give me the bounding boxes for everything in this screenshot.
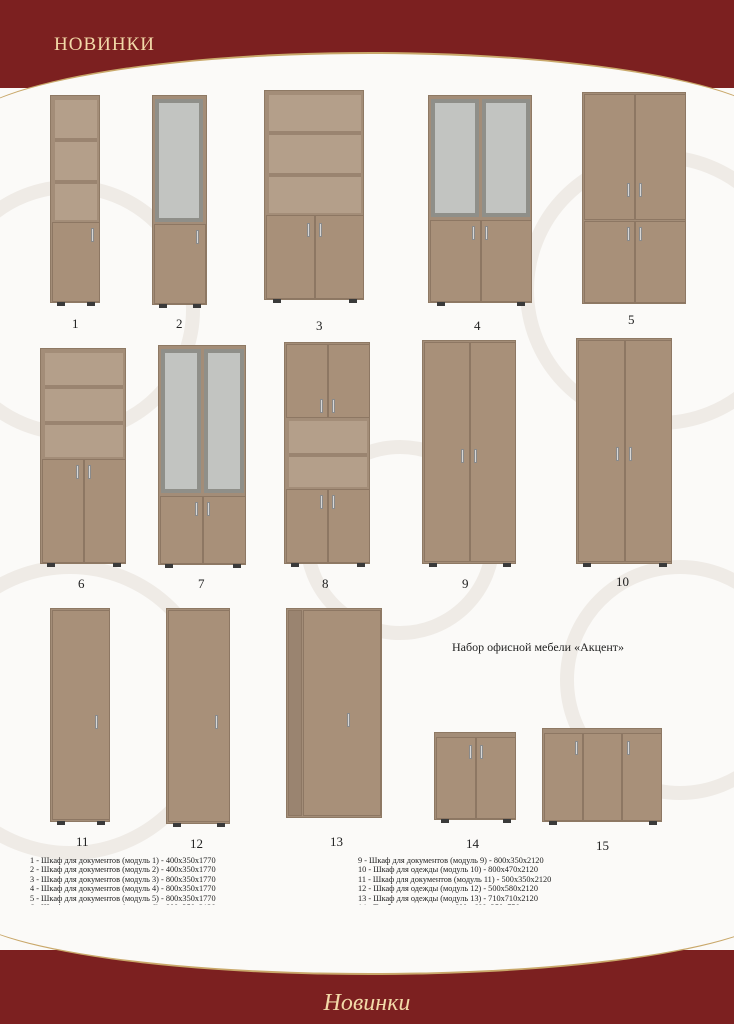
cabinet-1	[50, 95, 100, 303]
spec-line: 1 - Шкаф для документов (модуль 1) - 400х350х1770	[30, 856, 216, 865]
cabinet-4	[428, 95, 532, 303]
item-number: 3	[316, 318, 323, 333]
spec-line: 2 - Шкаф для документов (модуль 2) - 400х350х1770	[30, 865, 216, 875]
spec-line: 12 - Шкаф для одежды (модуль 12) - 500х580х2120	[358, 884, 538, 894]
cabinet-6	[40, 348, 126, 564]
item-number: 14	[466, 836, 479, 851]
item-number: 6	[78, 576, 85, 591]
cabinet-3	[264, 90, 364, 300]
item-number: 1	[72, 316, 79, 331]
spec-line: 13 - Шкаф для одежды (модуль 13) - 710х710х2120	[358, 893, 538, 903]
cabinet-9	[422, 340, 516, 564]
cabinet-14	[434, 732, 516, 820]
set-caption: Набор офисной мебели «Акцент»	[452, 640, 624, 654]
item-number: 12	[190, 836, 203, 851]
page-title: НОВИНКИ	[54, 34, 155, 55]
spec-line: 9 - Шкаф для документов (модуль 9) - 800х350х2120	[358, 856, 544, 865]
spec-line: 11 - Шкаф для документов (модуль 11) - 500х350х2120	[358, 874, 552, 884]
cabinet-8	[284, 342, 370, 564]
cabinet-7	[158, 345, 246, 565]
item-number: 10	[616, 574, 629, 589]
cabinet-2	[152, 95, 207, 305]
item-number: 2	[176, 316, 183, 331]
spec-line: 4 - Шкаф для документов (модуль 4) - 800х350х1770	[30, 884, 216, 894]
item-number: 15	[596, 838, 609, 853]
cabinet-5	[582, 92, 686, 304]
item-number: 8	[322, 576, 329, 591]
spec-line: 10 - Шкаф для одежды (модуль 10) - 800х470х2120	[358, 865, 538, 875]
footer-title: Новинки	[323, 990, 411, 1016]
cabinet-15	[542, 728, 662, 822]
cabinet-10	[576, 338, 672, 564]
item-number: 4	[474, 318, 481, 333]
cabinet-12	[166, 608, 230, 824]
cabinet-13	[286, 608, 382, 818]
item-number: 11	[76, 834, 89, 849]
item-number: 5	[628, 312, 635, 327]
spec-line: 5 - Шкаф для документов (модуль 5) - 800х350х1770	[30, 893, 216, 903]
item-number: 9	[462, 576, 469, 591]
cabinet-11	[50, 608, 110, 822]
item-number: 7	[198, 576, 205, 591]
spec-line: 3 - Шкаф для документов (модуль 3) - 800х350х1770	[30, 874, 216, 884]
item-number: 13	[330, 834, 343, 849]
